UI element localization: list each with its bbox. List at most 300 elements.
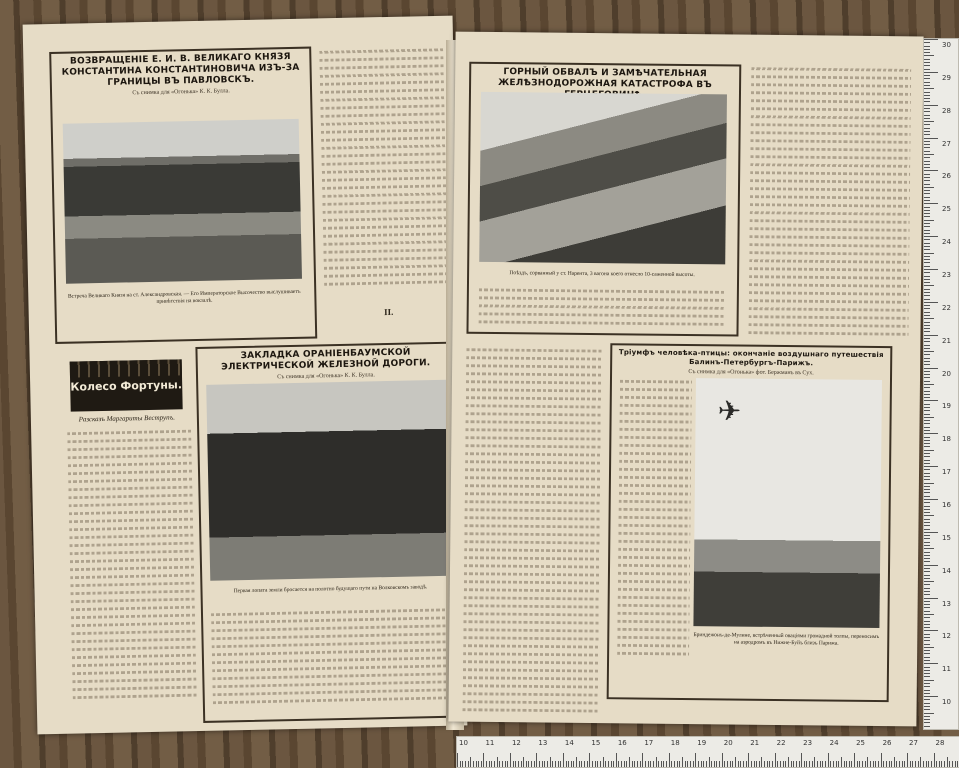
ruler-tick bbox=[687, 761, 688, 767]
ruler-tick bbox=[677, 761, 678, 767]
ruler-tick bbox=[924, 266, 930, 267]
ruler-tick bbox=[924, 364, 930, 365]
ruler-tick bbox=[924, 108, 930, 109]
ruler-tick bbox=[924, 151, 930, 152]
ruler-number: 24 bbox=[829, 739, 839, 747]
ruler-tick bbox=[833, 761, 834, 767]
ruler-tick bbox=[457, 753, 458, 767]
ruler-tick bbox=[775, 753, 776, 767]
ruler-tick bbox=[924, 75, 930, 76]
ruler-tick bbox=[924, 588, 930, 589]
ruler-tick bbox=[924, 614, 934, 615]
ruler-tick bbox=[924, 213, 930, 214]
ruler-tick bbox=[912, 761, 913, 767]
photo-credit: Съ снимка для «Огонька» К. К. Булла. bbox=[132, 88, 230, 97]
ruler-tick bbox=[547, 761, 548, 767]
ruler-tick bbox=[489, 761, 490, 767]
ruler-tick bbox=[910, 761, 911, 767]
ruler-tick bbox=[671, 761, 672, 767]
ruler-tick bbox=[924, 174, 930, 175]
photo-credit: Съ снимка для «Огонька» фот. Бержманъ въ Сух. bbox=[688, 369, 814, 377]
ruler-tick bbox=[924, 650, 930, 651]
ruler-tick bbox=[924, 384, 934, 385]
photo-train-platform bbox=[63, 119, 302, 284]
ruler-tick bbox=[924, 489, 930, 490]
ruler-tick bbox=[924, 693, 930, 694]
ruler-tick bbox=[924, 361, 930, 362]
ruler-number: 26 bbox=[882, 739, 892, 747]
ruler-tick bbox=[621, 761, 622, 767]
ruler-tick bbox=[732, 761, 733, 767]
ruler-tick bbox=[924, 233, 930, 234]
ruler-tick bbox=[924, 473, 930, 474]
ruler-tick bbox=[663, 761, 664, 767]
article-title: Тріумфъ человѣка-птицы: окончаніе воздушнаго путешествія Балинъ-Петербургъ-Парижъ. bbox=[618, 348, 884, 368]
ruler-tick bbox=[738, 761, 739, 767]
article-title: ГОРНЫЙ ОБВАЛЪ И ЗАМѢЧАТЕЛЬНАЯ ЖЕЛѢЗНОДОРОЖНАЯ КАТАСТРОФА ВЪ bbox=[498, 67, 713, 91]
ruler-tick bbox=[809, 761, 810, 767]
ruler-tick bbox=[924, 598, 938, 599]
ruler-tick bbox=[936, 761, 937, 767]
ruler-number: 10 bbox=[459, 739, 468, 747]
ruler-tick bbox=[693, 761, 694, 767]
ruler-tick bbox=[851, 761, 852, 767]
ruler-number: 15 bbox=[942, 533, 951, 542]
ruler-tick bbox=[924, 292, 930, 293]
ruler-tick bbox=[924, 230, 930, 231]
ruler-number: 21 bbox=[942, 336, 951, 345]
ruler-tick bbox=[924, 223, 930, 224]
ruler-number: 18 bbox=[942, 435, 951, 444]
ruler-number: 30 bbox=[942, 41, 951, 49]
ruler-tick bbox=[759, 761, 760, 767]
ruler-tick bbox=[555, 761, 556, 767]
ruler-tick bbox=[924, 575, 930, 576]
ruler-tick bbox=[931, 761, 932, 767]
ruler-tick bbox=[924, 640, 930, 641]
ruler-tick bbox=[955, 761, 956, 767]
ruler-tick bbox=[924, 52, 930, 53]
ruler-tick bbox=[920, 757, 921, 767]
ruler-tick bbox=[924, 440, 930, 441]
ruler-tick bbox=[924, 236, 938, 237]
ruler-tick bbox=[924, 144, 930, 145]
text-column-top-right bbox=[748, 65, 911, 347]
ruler-tick bbox=[915, 761, 916, 767]
ruler-tick bbox=[523, 757, 524, 767]
ruler-tick bbox=[534, 761, 535, 767]
ruler-tick bbox=[515, 761, 516, 767]
ruler-tick bbox=[791, 761, 792, 767]
ruler-tick bbox=[924, 391, 930, 392]
ruler-tick bbox=[924, 308, 930, 309]
ruler-tick bbox=[709, 757, 710, 767]
ruler-tick bbox=[924, 499, 938, 500]
story-text-column bbox=[67, 427, 197, 720]
ruler-tick bbox=[924, 164, 930, 165]
ruler-tick bbox=[924, 351, 934, 352]
ruler-tick bbox=[957, 761, 958, 767]
ruler-tick bbox=[924, 207, 930, 208]
story-continuation-column bbox=[462, 346, 602, 719]
ruler-tick bbox=[924, 210, 930, 211]
ruler-tick bbox=[924, 269, 938, 270]
ruler-tick bbox=[573, 761, 574, 767]
ruler-tick bbox=[924, 193, 930, 194]
article-text bbox=[617, 377, 692, 662]
ruler-tick bbox=[473, 761, 474, 767]
ruler-tick bbox=[764, 761, 765, 767]
ruler-tick bbox=[825, 761, 826, 767]
ruler-tick bbox=[507, 761, 508, 767]
ruler-tick bbox=[924, 706, 930, 707]
ruler-tick bbox=[924, 427, 930, 428]
ruler-tick bbox=[924, 105, 938, 106]
ruler-tick bbox=[597, 761, 598, 767]
ruler-tick bbox=[571, 761, 572, 767]
ruler-tick bbox=[867, 757, 868, 767]
ruler-tick bbox=[600, 761, 601, 767]
ruler-tick bbox=[928, 761, 929, 767]
ruler-tick bbox=[462, 761, 463, 767]
ruler-tick bbox=[592, 761, 593, 767]
ruler-tick bbox=[521, 761, 522, 767]
ruler-tick bbox=[924, 322, 930, 323]
ruler-tick bbox=[924, 157, 930, 158]
ruler-tick bbox=[849, 761, 850, 767]
ruler-number: 14 bbox=[942, 566, 951, 575]
ruler-tick bbox=[924, 673, 930, 674]
ruler-tick bbox=[924, 187, 934, 188]
ruler-tick bbox=[924, 604, 930, 605]
ruler-tick bbox=[698, 761, 699, 767]
ruler-tick bbox=[924, 519, 930, 520]
ruler-number: 28 bbox=[942, 106, 951, 115]
ruler-tick bbox=[497, 757, 498, 767]
ruler-tick bbox=[924, 630, 938, 631]
ruler-tick bbox=[924, 657, 930, 658]
ruler-tick bbox=[924, 601, 930, 602]
ruler-tick bbox=[907, 753, 908, 767]
ruler-tick bbox=[924, 621, 930, 622]
section-mark: II. bbox=[383, 306, 394, 318]
ruler-number: 23 bbox=[803, 739, 813, 747]
ruler-tick bbox=[685, 761, 686, 767]
ruler-tick bbox=[924, 128, 930, 129]
ruler-tick bbox=[924, 627, 930, 628]
ruler-tick bbox=[528, 761, 529, 767]
ruler-tick bbox=[924, 243, 930, 244]
text-column-top-right bbox=[319, 46, 448, 299]
ruler-tick bbox=[857, 761, 858, 767]
ruler-tick bbox=[924, 62, 930, 63]
ruler-number: 12 bbox=[942, 632, 951, 641]
ruler-tick bbox=[788, 757, 789, 767]
ruler-tick bbox=[746, 761, 747, 767]
ruler-tick bbox=[780, 761, 781, 767]
ruler-tick bbox=[616, 753, 617, 767]
ruler-tick bbox=[817, 761, 818, 767]
ruler-tick bbox=[584, 761, 585, 767]
ruler-tick bbox=[924, 121, 934, 122]
ruler-tick bbox=[740, 761, 741, 767]
ruler-number: 10 bbox=[942, 698, 951, 707]
ruler-tick bbox=[924, 111, 930, 112]
ruler-tick bbox=[924, 634, 930, 635]
ruler-tick bbox=[924, 295, 930, 296]
ruler-tick bbox=[896, 761, 897, 767]
ruler-tick bbox=[754, 761, 755, 767]
ruler-tick bbox=[924, 302, 938, 303]
ruler-tick bbox=[756, 761, 757, 767]
ruler-tick bbox=[875, 761, 876, 767]
ruler-number: 27 bbox=[909, 739, 918, 747]
ruler-tick bbox=[947, 757, 948, 767]
ruler-tick bbox=[924, 483, 934, 484]
ruler-tick bbox=[634, 761, 635, 767]
ruler-tick bbox=[579, 761, 580, 767]
ruler-tick bbox=[924, 670, 930, 671]
ruler-tick bbox=[924, 315, 930, 316]
ruler-tick bbox=[505, 761, 506, 767]
ruler-tick bbox=[924, 456, 930, 457]
ruler-tick bbox=[650, 761, 651, 767]
ruler-tick bbox=[560, 761, 561, 767]
ruler-tick bbox=[695, 753, 696, 767]
ruler-tick bbox=[510, 753, 511, 767]
ruler-tick bbox=[924, 305, 930, 306]
ruler-tick bbox=[924, 348, 930, 349]
ruler-tick bbox=[838, 761, 839, 767]
photo-caption: Бриндежонъ-де-Мулине, встрѣченный овацiями громадной толпы, переносимъ на аэродромъ въ Нижне-Буйъ близъ Парижа. bbox=[693, 632, 880, 647]
ruler-tick bbox=[724, 761, 725, 767]
ruler-tick bbox=[924, 131, 930, 132]
ruler-tick bbox=[918, 761, 919, 767]
ruler-tick bbox=[924, 568, 930, 569]
ruler-tick bbox=[605, 761, 606, 767]
article-title: ЗАКЛАДКА ОРАНІЕНБАУМСКОЙ ЭЛЕКТРИЧЕСКОЙ ЖЕЛЕЗНОЙ ДОРОГИ. bbox=[221, 347, 431, 373]
ruler-tick bbox=[629, 757, 630, 767]
ruler-tick bbox=[648, 761, 649, 767]
ruler-tick bbox=[701, 761, 702, 767]
ruler-tick bbox=[924, 95, 930, 96]
ruler-tick bbox=[526, 761, 527, 767]
ruler-tick bbox=[624, 761, 625, 767]
ruler-tick bbox=[481, 761, 482, 767]
ruler-tick bbox=[924, 161, 930, 162]
ruler-tick bbox=[924, 509, 930, 510]
ruler-tick bbox=[924, 463, 930, 464]
ruler-tick bbox=[468, 761, 469, 767]
ruler-tick bbox=[924, 341, 930, 342]
ruler-tick bbox=[854, 753, 855, 767]
ruler-tick bbox=[465, 761, 466, 767]
ruler-tick bbox=[924, 683, 930, 684]
ruler-tick bbox=[924, 525, 930, 526]
ruler-tick bbox=[924, 368, 938, 369]
ruler-tick bbox=[748, 753, 749, 767]
ruler-tick bbox=[924, 417, 934, 418]
ruler-tick bbox=[783, 761, 784, 767]
ruler-tick bbox=[924, 72, 938, 73]
ruler-number: 16 bbox=[942, 501, 951, 509]
ruler-tick bbox=[924, 538, 930, 539]
ruler-tick bbox=[924, 394, 930, 395]
ruler-tick bbox=[924, 591, 930, 592]
ruler-tick bbox=[924, 703, 930, 704]
ruler-tick bbox=[924, 716, 930, 717]
ruler-tick bbox=[873, 761, 874, 767]
ruler-tick bbox=[653, 761, 654, 767]
article-herzegovina-catastrophe bbox=[466, 62, 741, 337]
ruler-tick bbox=[924, 331, 930, 332]
ruler-tick bbox=[679, 761, 680, 767]
ruler-tick bbox=[924, 515, 934, 516]
ruler-tick bbox=[924, 276, 930, 277]
ruler-tick bbox=[924, 197, 930, 198]
ruler-tick bbox=[542, 761, 543, 767]
ruler-tick bbox=[674, 761, 675, 767]
ruler-tick bbox=[924, 479, 930, 480]
ruler-number: 24 bbox=[942, 238, 951, 247]
article-text bbox=[211, 606, 453, 715]
ruler-number: 12 bbox=[511, 739, 521, 747]
ruler-tick bbox=[830, 761, 831, 767]
ruler-tick bbox=[536, 753, 537, 767]
ruler-tick bbox=[711, 761, 712, 767]
ruler-tick bbox=[716, 761, 717, 767]
ruler-tick bbox=[891, 761, 892, 767]
ruler-tick bbox=[904, 761, 905, 767]
ruler-tick bbox=[924, 453, 930, 454]
ruler-tick bbox=[924, 59, 930, 60]
ruler-tick bbox=[483, 753, 484, 767]
ruler-number: 27 bbox=[942, 139, 951, 148]
ruler-tick bbox=[491, 761, 492, 767]
ruler-tick bbox=[924, 433, 938, 434]
ruler-tick bbox=[924, 584, 930, 585]
ruler-tick bbox=[924, 726, 930, 727]
ruler-tick bbox=[924, 667, 930, 668]
ruler-tick bbox=[735, 757, 736, 767]
ruler-tick bbox=[796, 761, 797, 767]
ruler-tick bbox=[924, 607, 930, 608]
ruler-tick bbox=[924, 512, 930, 513]
ruler-number: 28 bbox=[935, 739, 945, 747]
ruler-tick bbox=[924, 443, 930, 444]
ruler-tick bbox=[924, 203, 938, 204]
ruler-tick bbox=[587, 761, 588, 767]
ruler-number: 16 bbox=[617, 739, 627, 747]
ruler-tick bbox=[924, 722, 930, 723]
ruler-tick bbox=[924, 259, 930, 260]
ruler-tick bbox=[924, 548, 934, 549]
ruler-tick bbox=[862, 761, 863, 767]
article-aviator-triumph bbox=[607, 343, 893, 702]
ruler-number: 11 bbox=[485, 739, 495, 747]
ruler-number: 13 bbox=[942, 599, 951, 608]
ruler-tick bbox=[952, 761, 953, 767]
ruler-tick bbox=[603, 757, 604, 767]
ruler-tick bbox=[595, 761, 596, 767]
ruler-tick bbox=[924, 354, 930, 355]
ruler-number: 11 bbox=[942, 665, 951, 674]
ruler-tick bbox=[924, 345, 930, 346]
ruler-tick bbox=[552, 761, 553, 767]
ruler-tick bbox=[924, 397, 930, 398]
ruler-tick bbox=[924, 262, 930, 263]
ruler-tick bbox=[828, 753, 829, 767]
ruler-tick bbox=[924, 460, 930, 461]
ruler-tick bbox=[476, 761, 477, 767]
ruler-tick bbox=[870, 761, 871, 767]
photo-groundbreaking-crowd bbox=[206, 380, 450, 581]
ruler-tick bbox=[576, 757, 577, 767]
ruler-tick bbox=[836, 761, 837, 767]
ruler-tick bbox=[793, 761, 794, 767]
ruler-tick bbox=[924, 39, 938, 40]
ruler-tick bbox=[682, 757, 683, 767]
ruler-tick bbox=[926, 761, 927, 767]
ruler-tick bbox=[658, 761, 659, 767]
ruler-tick bbox=[924, 220, 934, 221]
ruler-tick bbox=[499, 761, 500, 767]
ruler-tick bbox=[924, 506, 930, 507]
ruler-tick bbox=[924, 676, 930, 677]
horizontal-ruler bbox=[456, 736, 959, 768]
ruler-tick bbox=[924, 690, 930, 691]
ruler-tick bbox=[531, 761, 532, 767]
story-title: Колесо Фортуны. bbox=[70, 378, 183, 394]
ruler-tick bbox=[924, 624, 930, 625]
ruler-tick bbox=[924, 69, 930, 70]
ruler-tick bbox=[944, 761, 945, 767]
ruler-number: 18 bbox=[670, 739, 680, 747]
ruler-tick bbox=[924, 686, 930, 687]
ruler-tick bbox=[924, 377, 930, 378]
ruler-tick bbox=[669, 753, 670, 767]
ruler-tick bbox=[841, 757, 842, 767]
ruler-tick bbox=[899, 761, 900, 767]
ruler-tick bbox=[799, 761, 800, 767]
ruler-tick bbox=[924, 147, 930, 148]
ruler-number: 19 bbox=[942, 402, 951, 411]
ruler-tick bbox=[924, 663, 938, 664]
ruler-tick bbox=[611, 761, 612, 767]
ruler-tick bbox=[494, 761, 495, 767]
ruler-tick bbox=[923, 761, 924, 767]
ruler-tick bbox=[881, 753, 882, 767]
ruler-tick bbox=[924, 124, 930, 125]
story-title-ornament bbox=[70, 359, 183, 411]
ruler-tick bbox=[924, 85, 930, 86]
ruler-tick bbox=[589, 753, 590, 767]
ruler-tick bbox=[550, 757, 551, 767]
ruler-tick bbox=[924, 239, 930, 240]
ruler-tick bbox=[924, 529, 930, 530]
ruler-tick bbox=[924, 141, 930, 142]
ruler-tick bbox=[924, 571, 930, 572]
ruler-tick bbox=[626, 761, 627, 767]
ruler-tick bbox=[924, 653, 930, 654]
ruler-tick bbox=[804, 761, 805, 767]
ruler-tick bbox=[924, 381, 930, 382]
ruler-tick bbox=[714, 761, 715, 767]
ruler-tick bbox=[924, 92, 930, 93]
ruler-tick bbox=[727, 761, 728, 767]
ruler-tick bbox=[924, 594, 930, 595]
ruler-tick bbox=[719, 761, 720, 767]
